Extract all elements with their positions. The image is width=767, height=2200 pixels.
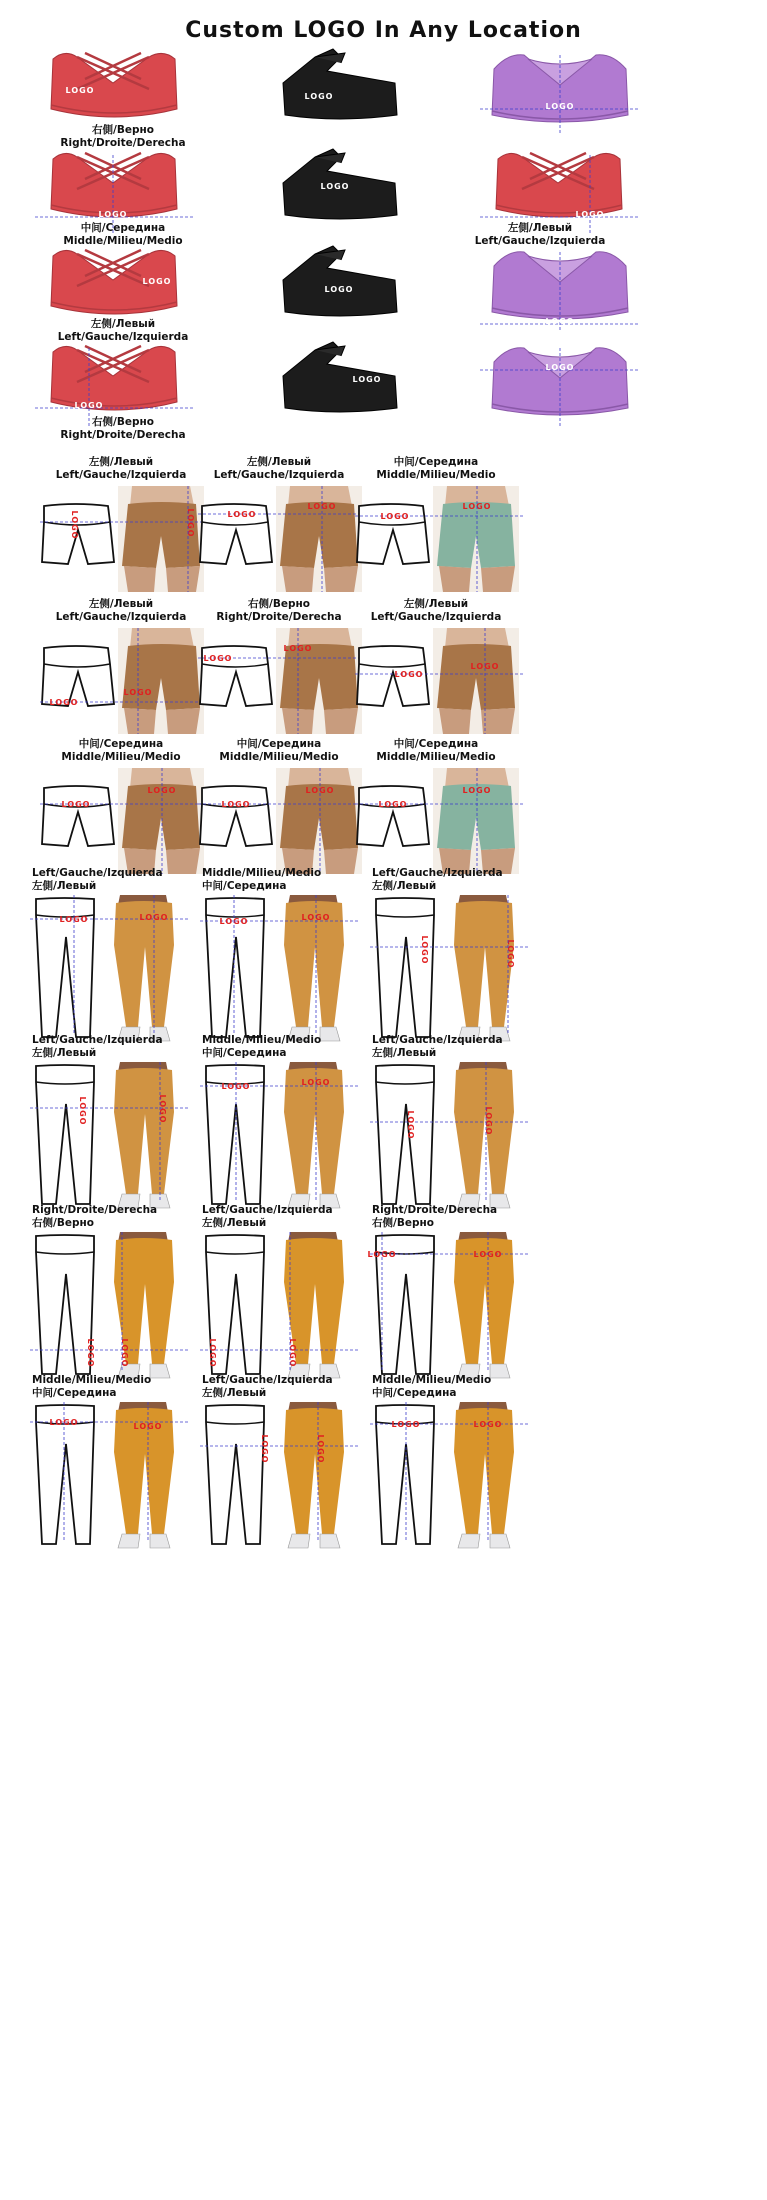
placement-label-line: 中间/Середина bbox=[372, 1387, 457, 1399]
shorts-product bbox=[198, 484, 366, 596]
logo-mark: LOGO bbox=[545, 317, 575, 326]
logo-mark: LOGO bbox=[470, 662, 500, 671]
logo-mark: LOGO bbox=[406, 1110, 415, 1140]
placement-label bbox=[372, 1374, 491, 1400]
logo-mark: LOGO bbox=[123, 688, 153, 697]
logo-mark: LOGO bbox=[158, 1094, 167, 1124]
placement-label-line: Middle/Milieu/Medio bbox=[202, 867, 322, 879]
logo-mark: LOGO bbox=[462, 502, 492, 511]
leggings-product bbox=[200, 1232, 360, 1380]
placement-label bbox=[351, 598, 521, 624]
placement-label bbox=[194, 738, 364, 764]
placement-label-line: Left/Gauche/Izquierda bbox=[213, 469, 345, 481]
placement-label bbox=[372, 1034, 503, 1060]
sports-bra-body bbox=[51, 153, 177, 217]
placement-label-line: 右侧/Верно bbox=[372, 1217, 434, 1229]
leggings-product bbox=[30, 895, 190, 1043]
logo-mark: LOGO bbox=[380, 512, 410, 521]
logo-mark: LOGO bbox=[78, 1096, 87, 1126]
placement-label-line: Middle/Milieu/Medio bbox=[63, 235, 183, 247]
leggings-sketch bbox=[36, 1235, 94, 1374]
leggings-sketch bbox=[376, 898, 434, 1037]
placement-label-line: 左側/Левый bbox=[507, 222, 573, 234]
placement-label-line: Right/Droite/Derecha bbox=[60, 137, 186, 149]
placement-label-line: 中间/Середина bbox=[80, 222, 166, 234]
shorts-product bbox=[40, 484, 208, 596]
leggings-sketch bbox=[376, 1065, 434, 1204]
logo-mark: LOGO bbox=[420, 935, 429, 965]
leggings-product bbox=[370, 1062, 530, 1210]
sneakers bbox=[288, 1534, 340, 1548]
placement-label-line: Left/Gauche/Izquierda bbox=[474, 235, 606, 247]
placement-label-line: 右侧/Верно bbox=[92, 416, 154, 428]
placement-label-line: 左側/Левый bbox=[32, 880, 97, 892]
placement-label bbox=[38, 222, 208, 248]
sports-bra-body bbox=[51, 346, 177, 410]
logo-mark: LOGO bbox=[133, 1422, 163, 1431]
placement-label-line: 中间/Середина bbox=[393, 456, 479, 468]
placement-label-line: 左側/Левый bbox=[32, 1047, 97, 1059]
logo-mark: LOGO bbox=[283, 644, 313, 653]
bra-product bbox=[265, 338, 425, 428]
placement-label-line: 左侧/Левый bbox=[90, 318, 156, 330]
placement-label-line: 右侧/Верно bbox=[248, 598, 310, 610]
placement-label-line: Middle/Milieu/Medio bbox=[32, 1374, 152, 1386]
placement-label-line: 左侧/Левый bbox=[202, 1387, 267, 1399]
placement-label-line: Right/Droite/Derecha bbox=[216, 611, 342, 623]
leggings-sketch bbox=[36, 1065, 94, 1204]
logo-mark: LOGO bbox=[316, 1434, 325, 1464]
placement-label-line: 右侧/Верно bbox=[32, 1217, 94, 1229]
placement-label-line: 中间/Середина bbox=[78, 738, 164, 750]
placement-label bbox=[351, 456, 521, 482]
logo-mark: LOGO bbox=[288, 1338, 297, 1368]
leggings-sketch bbox=[206, 1405, 264, 1544]
shorts-sketch bbox=[42, 786, 114, 846]
logo-mark: LOGO bbox=[545, 102, 575, 111]
sneakers bbox=[458, 1534, 510, 1548]
placement-label bbox=[32, 1204, 157, 1230]
logo-mark: LOGO bbox=[506, 939, 515, 969]
sports-bra-body bbox=[496, 153, 622, 217]
placement-label bbox=[455, 222, 625, 248]
placement-label-line: 中间/Середина bbox=[32, 1387, 117, 1399]
leggings-product bbox=[370, 895, 530, 1043]
logo-mark: LOGO bbox=[473, 1250, 503, 1259]
placement-label-line: Middle/Milieu/Medio bbox=[376, 751, 496, 763]
logo-mark: LOGO bbox=[208, 1338, 217, 1368]
leggings bbox=[454, 1068, 514, 1194]
placement-label-line: 中间/Середина bbox=[393, 738, 479, 750]
bra-product bbox=[480, 242, 640, 332]
logo-mark: LOGO bbox=[221, 800, 251, 809]
leggings-product bbox=[370, 1402, 530, 1550]
bra-product bbox=[35, 45, 195, 135]
placement-label bbox=[351, 738, 521, 764]
leggings bbox=[454, 901, 514, 1027]
logo-mark: LOGO bbox=[219, 917, 249, 926]
placement-label-line: 左侧/Левый bbox=[88, 598, 154, 610]
logo-mark: LOGO bbox=[301, 913, 331, 922]
placement-label bbox=[32, 1034, 163, 1060]
placement-label bbox=[202, 1204, 333, 1230]
bra-product bbox=[265, 45, 425, 135]
placement-label-line: 右側/Верно bbox=[92, 124, 154, 136]
bra-product bbox=[480, 338, 640, 428]
placement-label bbox=[32, 867, 163, 893]
placement-label-line: Middle/Milieu/Medio bbox=[219, 751, 339, 763]
placement-label bbox=[194, 598, 364, 624]
logo-mark: LOGO bbox=[61, 800, 91, 809]
logo-mark: LOGO bbox=[186, 508, 195, 538]
logo-mark: LOGO bbox=[378, 800, 408, 809]
shorts-product bbox=[355, 484, 523, 596]
leggings-product bbox=[200, 1402, 360, 1550]
logo-mark: LOGO bbox=[301, 1078, 331, 1087]
shorts-product bbox=[40, 766, 208, 878]
logo-mark: LOGO bbox=[320, 182, 350, 191]
logo-mark: LOGO bbox=[49, 1418, 79, 1427]
leggings-product bbox=[30, 1402, 190, 1550]
placement-label-line: 左侧/Левый bbox=[202, 1217, 267, 1229]
logo-mark: LOGO bbox=[221, 1082, 251, 1091]
placement-label bbox=[38, 318, 208, 344]
logo-mark: LOGO bbox=[65, 86, 95, 95]
placement-label-line: Left/Gauche/Izquierda bbox=[370, 611, 502, 623]
shorts-product bbox=[198, 766, 366, 878]
logo-mark: LOGO bbox=[74, 401, 104, 410]
logo-mark: LOGO bbox=[98, 210, 128, 219]
placement-label-line: Left/Gauche/Izquierda bbox=[202, 1374, 333, 1386]
placement-label-line: Middle/Milieu/Medio bbox=[202, 1034, 322, 1046]
placement-label bbox=[372, 1204, 497, 1230]
placement-label-line: 左侧/Левый bbox=[372, 880, 437, 892]
placement-label-line: 中间/Середина bbox=[202, 1047, 287, 1059]
placement-label bbox=[202, 867, 321, 893]
placement-label-line: 左侧/Левый bbox=[403, 598, 469, 610]
logo-mark: LOGO bbox=[324, 285, 354, 294]
placement-label-line: Right/Droite/Derecha bbox=[372, 1204, 498, 1216]
placement-label-line: Right/Droite/Derecha bbox=[32, 1204, 158, 1216]
logo-mark: LOGO bbox=[367, 1250, 397, 1259]
logo-mark: LOGO bbox=[484, 1106, 493, 1136]
placement-label-line: Left/Gauche/Izquierda bbox=[372, 1034, 503, 1046]
logo-mark: LOGO bbox=[120, 1338, 129, 1368]
logo-mark: LOGO bbox=[545, 363, 575, 372]
logo-mark: LOGO bbox=[394, 670, 424, 679]
logo-mark: LOGO bbox=[305, 786, 335, 795]
shorts-sketch bbox=[42, 646, 114, 706]
leggings bbox=[284, 1408, 344, 1534]
leggings bbox=[114, 1068, 174, 1194]
logo-mark: LOGO bbox=[462, 786, 492, 795]
placement-label bbox=[202, 1034, 321, 1060]
bra-product bbox=[265, 242, 425, 332]
bra-product bbox=[265, 145, 425, 235]
placement-label-line: Middle/Milieu/Medio bbox=[372, 1374, 492, 1386]
logo-mark: LOGO bbox=[227, 510, 257, 519]
placement-label bbox=[38, 416, 208, 442]
shorts-product bbox=[40, 626, 208, 738]
leggings-product bbox=[200, 895, 360, 1043]
sneakers bbox=[118, 1534, 170, 1548]
logo-mark: LOGO bbox=[352, 375, 382, 384]
placement-label-line: Middle/Milieu/Medio bbox=[61, 751, 181, 763]
logo-mark: LOGO bbox=[575, 210, 605, 219]
logo-mark: LOGO bbox=[70, 510, 79, 540]
logo-mark: LOGO bbox=[260, 1434, 269, 1464]
shorts-product bbox=[355, 626, 523, 738]
placement-label-line: Right/Droite/Derecha bbox=[60, 429, 186, 441]
logo-mark: LOGO bbox=[59, 915, 89, 924]
bra-product bbox=[480, 45, 640, 135]
logo-mark: LOGO bbox=[147, 786, 177, 795]
placement-label-line: Left/Gauche/Izquierda bbox=[202, 1204, 333, 1216]
placement-label-line: 左側/Левый bbox=[372, 1047, 437, 1059]
logo-mark: LOGO bbox=[86, 1338, 95, 1368]
placement-label bbox=[36, 456, 206, 482]
logo-mark: LOGO bbox=[139, 913, 169, 922]
placement-label bbox=[194, 456, 364, 482]
logo-mark: LOGO bbox=[307, 502, 337, 511]
leggings-product bbox=[367, 1232, 530, 1380]
placement-label-line: Left/Gauche/Izquierda bbox=[55, 611, 187, 623]
logo-mark: LOGO bbox=[473, 1420, 503, 1429]
placement-label-line: 左侧/Левый bbox=[246, 456, 312, 468]
placement-label bbox=[32, 1374, 151, 1400]
leggings-product bbox=[200, 1062, 360, 1210]
placement-label-line: Left/Gauche/Izquierda bbox=[372, 867, 503, 879]
shorts-sketch bbox=[200, 786, 272, 846]
leggings-product bbox=[30, 1232, 190, 1380]
placement-label bbox=[202, 1374, 333, 1400]
placement-label-line: Left/Gauche/Izquierda bbox=[32, 1034, 163, 1046]
leggings-product bbox=[30, 1062, 190, 1210]
placement-label-line: Left/Gauche/Izquierda bbox=[57, 331, 189, 343]
logo-mark: LOGO bbox=[391, 1420, 421, 1429]
placement-label-line: Left/Gauche/Izquierda bbox=[55, 469, 187, 481]
placement-label-line: 中间/Середина bbox=[202, 880, 287, 892]
logo-mark: LOGO bbox=[49, 698, 79, 707]
placement-label-line: Left/Gauche/Izquierda bbox=[32, 867, 163, 879]
placement-label bbox=[36, 738, 206, 764]
placement-label bbox=[36, 598, 206, 624]
placement-label bbox=[38, 124, 208, 150]
placement-label bbox=[372, 867, 503, 893]
page-title: Custom LOGO In Any Location bbox=[185, 18, 582, 43]
shorts-product bbox=[355, 766, 523, 878]
placement-label-line: 左侧/Левый bbox=[88, 456, 154, 468]
placement-label-line: Middle/Milieu/Medio bbox=[376, 469, 496, 481]
logo-mark: LOGO bbox=[304, 92, 334, 101]
logo-mark: LOGO bbox=[203, 654, 233, 663]
logo-mark: LOGO bbox=[142, 277, 172, 286]
shorts-sketch bbox=[357, 786, 429, 846]
placement-label-line: 中间/Середина bbox=[236, 738, 322, 750]
bra-product bbox=[35, 338, 195, 428]
shorts-product bbox=[198, 626, 366, 738]
